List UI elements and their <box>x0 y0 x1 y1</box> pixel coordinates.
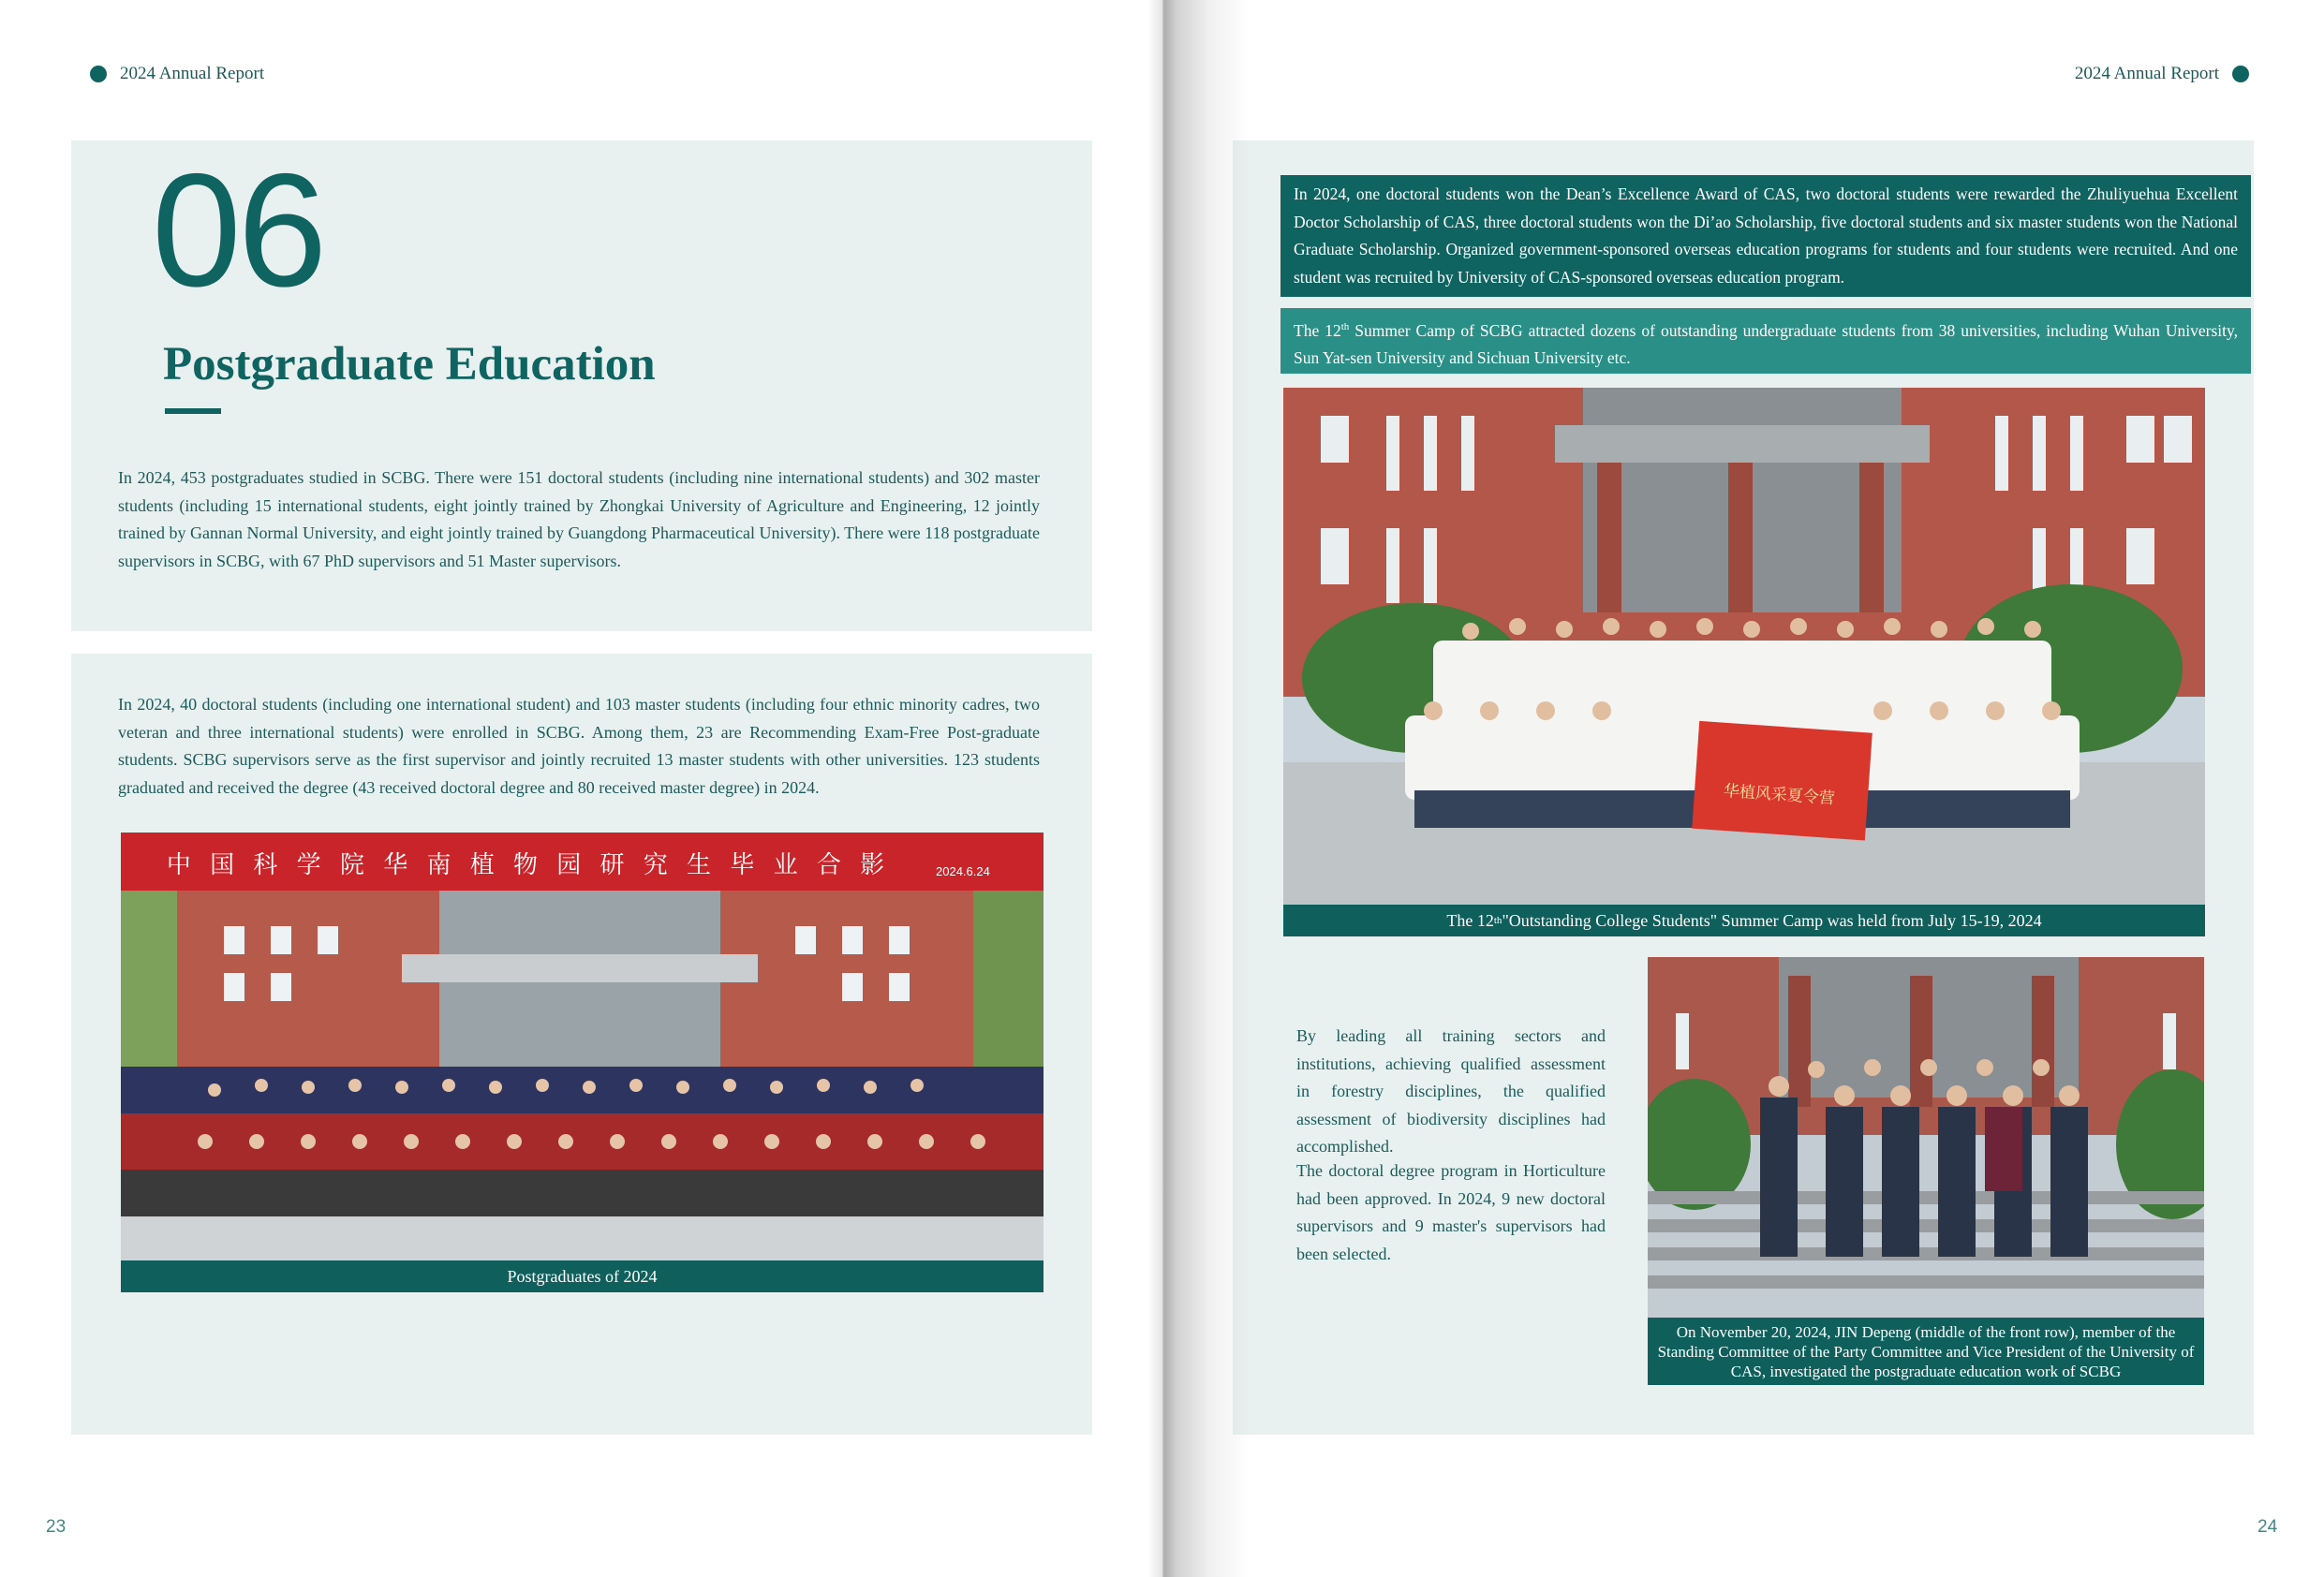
camp-text-post: Summer Camp of SCBG attracted dozens of outstanding undergraduate students from 38 universities, including Wuhan University, Sun Yat-sen University and Sichuan University etc. <box>1294 320 2238 368</box>
intro-paragraph: In 2024, 453 postgraduates studied in SCBG. There were 151 doctoral students (including nine international students) and 302 master students (including 15 international students, eight jointly trained by Zhongkai University of Agriculture and Engineering, 12 jointly trained by Gannan Normal University, and eight jointly trained by Guangdong Pharmaceutical University). There were 118 postgraduate supervisors in SCBG, with 67 PhD supervisors and 51 Master supervisors. <box>118 468 1040 570</box>
graduation-photo <box>121 833 1044 1260</box>
right-page-number: 24 <box>2257 1517 2278 1537</box>
header-dot-icon <box>2232 66 2249 82</box>
visit-photo-caption: On November 20, 2024, JIN Depeng (middle of the front row), member of the Standing Committee of the Party Committee and Vice President of the University of CAS, investigated the postgraduate education work of SCBG <box>1648 1318 2204 1385</box>
camp-box <box>1280 308 2251 374</box>
title-underline <box>165 408 221 414</box>
left-page-number: 23 <box>46 1517 67 1537</box>
summer-camp-caption <box>1283 905 2205 936</box>
visit-photo <box>1648 957 2204 1318</box>
right-page <box>1162 0 2324 1577</box>
graduation-photo-date: 2024.6.24 <box>936 864 990 878</box>
awards-box: In 2024, one doctoral students won the Dean’s Excellence Award of CAS, two doctoral students were rewarded the Zhuliyuehua Excellent Doctor Scholarship of CAS, three doctoral students won the Di’ao Scholarship, five doctoral students and six master students won the National Graduate Scholarship. Organized government-sponsored overseas education programs for students and four students were recruited. And one student was recruited by University of CAS-sponsored overseas education program. <box>1280 175 2251 297</box>
right-header <box>2075 64 2249 84</box>
book-gutter-shadow <box>1147 0 1251 1577</box>
summer-camp-photo-image <box>1283 388 2205 905</box>
chapter-number: 06 <box>152 140 324 320</box>
camp-caption-sup: th <box>1493 915 1502 926</box>
camp-text-pre: The 12 <box>1294 320 1341 340</box>
chapter-title: Postgraduate Education <box>163 338 656 391</box>
enrollment-paragraph: In 2024, 40 doctoral students (including one international student) and 103 master students (including four ethnic minority cadres, two veteran and three international students) were enrolled in SCBG. Among them, 23 are Recommending Exam-Free Post-graduate students. SCBG supervisors serve as the first supervisor and jointly recruited 13 master students with other universities. 123 students graduated and received the degree (43 received doctoral degree and 80 received master degree) in 2024. <box>118 695 1040 797</box>
camp-text-sup: th <box>1340 321 1350 332</box>
visit-photo-image <box>1648 957 2204 1318</box>
summer-camp-banner: 华植风采夏令营 <box>1723 781 1836 809</box>
camp-caption-pre: The 12 <box>1446 910 1494 930</box>
summer-camp-photo <box>1283 388 2205 905</box>
graduation-photo-image <box>121 833 1044 1260</box>
side-paragraph-2: The doctoral degree program in Horticulture had been approved. In 2024, 9 new doctoral supervisors and 9 master's supervisors had been selected. <box>1296 1161 1606 1263</box>
graduation-photo-banner: 中 国 科 学 院 华 南 植 物 园 研 究 生 毕 业 合 影 <box>166 851 891 879</box>
side-paragraph-1: By leading all training sectors and institutions, achieving qualified assessment in forestry disciplines, the qualified assessment of biodiversity disciplines had accomplished. <box>1296 1026 1606 1156</box>
camp-caption-post: "Outstanding College Students" Summer Camp was held from July 15-19, 2024 <box>1502 910 2042 930</box>
left-header <box>90 64 264 84</box>
right-header-text: 2024 Annual Report <box>2074 64 2219 83</box>
left-header-text: 2024 Annual Report <box>120 64 265 83</box>
graduation-photo-caption: Postgraduates of 2024 <box>121 1260 1044 1292</box>
header-dot-icon <box>90 66 107 82</box>
